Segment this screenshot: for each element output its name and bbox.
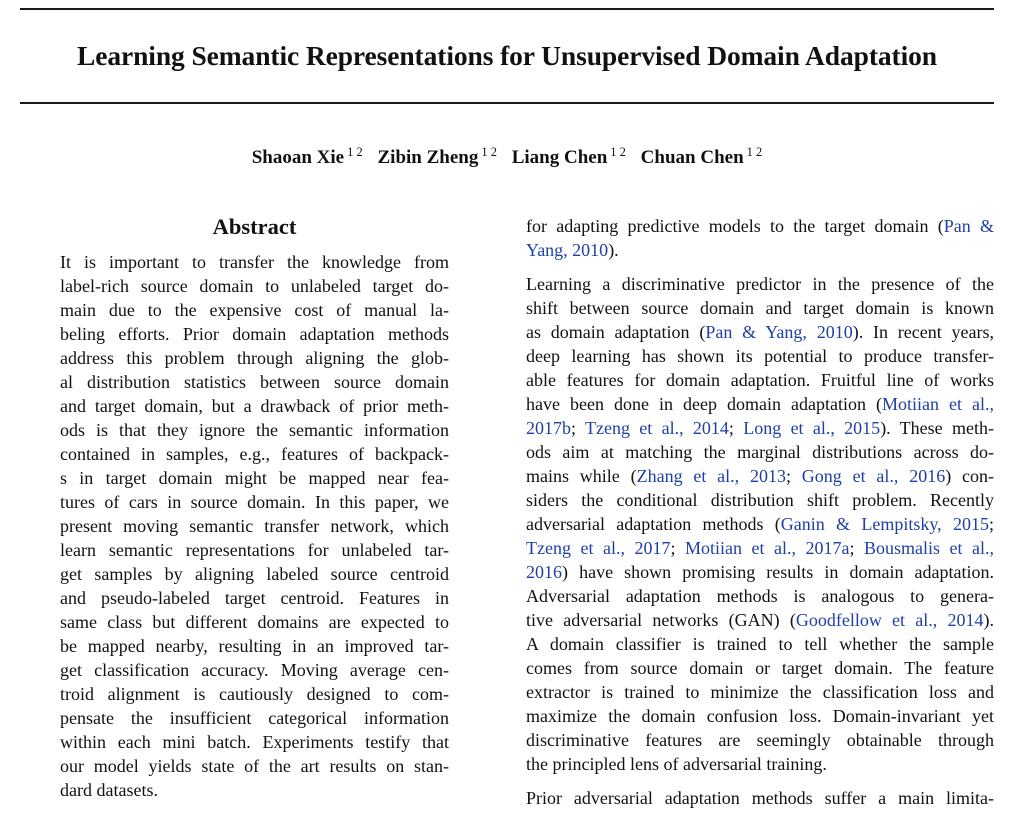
abstract-line: be mapped nearby, resulting in an improved tar- <box>60 636 449 656</box>
citation-link[interactable]: Tzeng et al., 2014 <box>585 418 729 438</box>
citation-link[interactable]: 2017b <box>526 418 571 438</box>
author: Liang Chen $^{1 2}$ <box>511 145 626 168</box>
text-line: for adapting predictive models to the target domain (Pan & <box>526 216 994 236</box>
text-line: maximize the domain confusion loss. Domain-invariant yet <box>526 706 994 726</box>
text-line: 2017b; Tzeng et al., 2014; Long et al., 2015). These meth- <box>526 418 994 438</box>
intro-paragraph-1 <box>526 214 994 262</box>
abstract-line: tures of cars in source domain. In this paper, we <box>60 492 449 512</box>
text-line: have been done in deep domain adaptation (Motiian et al., <box>526 394 994 414</box>
citation-link[interactable]: Pan & Yang, 2010 <box>705 322 853 342</box>
citation-link[interactable]: 2016 <box>526 562 562 582</box>
abstract-line: address this problem through aligning the glob- <box>60 348 449 368</box>
citation-link[interactable]: Tzeng et al., 2017 <box>526 538 671 558</box>
abstract-heading: Abstract <box>212 214 297 239</box>
citation-link[interactable]: Motiian et al., 2017a <box>684 538 850 558</box>
text-line: ods aim at matching the marginal distributions across do- <box>526 442 994 462</box>
right-column <box>526 214 994 810</box>
text-line: deep learning has shown its potential to produce transfer- <box>526 346 994 366</box>
author-affiliation: 1 2 <box>347 145 363 159</box>
text-line: tive adversarial networks (GAN) (Goodfellow et al., 2014). <box>526 610 994 630</box>
abstract-line: contained in samples, e.g., features of backpack- <box>60 444 449 464</box>
abstract-line: pensate the insufficient categorical information <box>60 708 449 728</box>
abstract-line: It is important to transfer the knowledge from <box>60 252 449 272</box>
left-column <box>60 214 449 802</box>
text-line: Adversarial adaptation methods is analogous to genera- <box>526 586 994 606</box>
abstract-line: troid alignment is cautiously designed to com- <box>60 684 449 704</box>
abstract-line: our model yields state of the art results on stan- <box>60 756 449 776</box>
citation-link[interactable]: Pan & <box>943 216 994 236</box>
top-rule <box>20 8 994 10</box>
intro-paragraph-3 <box>526 786 994 810</box>
citation-link[interactable]: Ganin & Lempitsky, 2015 <box>780 514 989 534</box>
text-line: adversarial adaptation methods (Ganin & Lempitsky, 2015; <box>526 514 994 534</box>
paper-title: Learning Semantic Representations for Unsupervised Domain Adaptation <box>76 40 937 71</box>
author: Chuan Chen $^{1 2}$ <box>640 145 763 168</box>
abstract-line: within each mini batch. Experiments testify that <box>60 732 449 752</box>
title-rule <box>20 102 994 104</box>
abstract-line: get samples by aligning labeled source centroid <box>60 564 449 584</box>
text-line: comes from source domain or target domain. The feature <box>526 658 994 678</box>
citation-link[interactable]: Zhang et al., 2013 <box>636 466 786 486</box>
citation-link[interactable]: Yang, 2010 <box>526 240 609 260</box>
abstract-line: ods is that they ignore the semantic information <box>60 420 449 440</box>
text-line: extractor is trained to minimize the classification loss and <box>526 682 994 702</box>
text-line: discriminative features are seemingly obtainable through <box>526 730 994 750</box>
abstract-line: label-rich source domain to unlabeled target do- <box>60 276 449 296</box>
author: Zibin Zheng $^{1 2}$ <box>377 145 497 168</box>
abstract-line: same class but different domains are expected to <box>60 612 449 632</box>
citation-link[interactable]: Goodfellow et al., 2014 <box>795 610 984 630</box>
text-line: Prior adversarial adaptation methods suffer a main limita- <box>526 788 994 808</box>
abstract-line: and target domain, but a drawback of prior meth- <box>60 396 449 416</box>
text-line: the principled lens of adversarial training. <box>526 754 827 774</box>
text-line: shift between source domain and target domain is known <box>526 298 994 318</box>
author-list <box>20 146 994 170</box>
author-affiliation: 1 2 <box>610 145 626 159</box>
abstract-line: present moving semantic transfer network, which <box>60 516 449 536</box>
text-line: as domain adaptation (Pan & Yang, 2010). In recent years, <box>526 322 994 342</box>
intro-paragraph-2 <box>526 272 994 776</box>
abstract-line: beling efforts. Prior domain adaptation methods <box>60 324 449 344</box>
abstract-line: main due to the expensive cost of manual la- <box>60 300 449 320</box>
abstract-body <box>60 250 449 802</box>
abstract-line: dard datasets. <box>60 780 158 800</box>
abstract-line: get classification accuracy. Moving average cen- <box>60 660 449 680</box>
author-affiliation: 1 2 <box>746 145 763 159</box>
citation-link[interactable]: Long et al., 2015 <box>743 418 881 438</box>
abstract-line: al distribution statistics between source domain <box>60 372 449 392</box>
citation-link[interactable]: Bousmalis et al., <box>863 538 994 558</box>
text-line: siders the conditional distribution shift problem. Recently <box>526 490 994 510</box>
citation-link[interactable]: Gong et al., 2016 <box>801 466 946 486</box>
abstract-line: learn semantic representations for unlabeled tar- <box>60 540 449 560</box>
abstract-line: s in target domain might be mapped near fea- <box>60 468 449 488</box>
text-line: Tzeng et al., 2017; Motiian et al., 2017a; Bousmalis et al., <box>526 538 994 558</box>
author: Shaoan Xie $^{1 2}$ <box>251 145 363 168</box>
abstract-line: and pseudo-labeled target centroid. Features in <box>60 588 449 608</box>
text-line: Yang, 2010). <box>526 240 619 260</box>
text-line: A domain classifier is trained to tell whether the sample <box>526 634 994 654</box>
text-line: Learning a discriminative predictor in the presence of the <box>526 274 994 294</box>
text-line: mains while (Zhang et al., 2013; Gong et al., 2016) con- <box>526 466 994 486</box>
citation-link[interactable]: Motiian et al., <box>881 394 994 414</box>
text-line: 2016) have shown promising results in domain adaptation. <box>526 562 994 582</box>
text-line: able features for domain adaptation. Fruitful line of works <box>526 370 994 390</box>
author-affiliation: 1 2 <box>481 145 497 159</box>
